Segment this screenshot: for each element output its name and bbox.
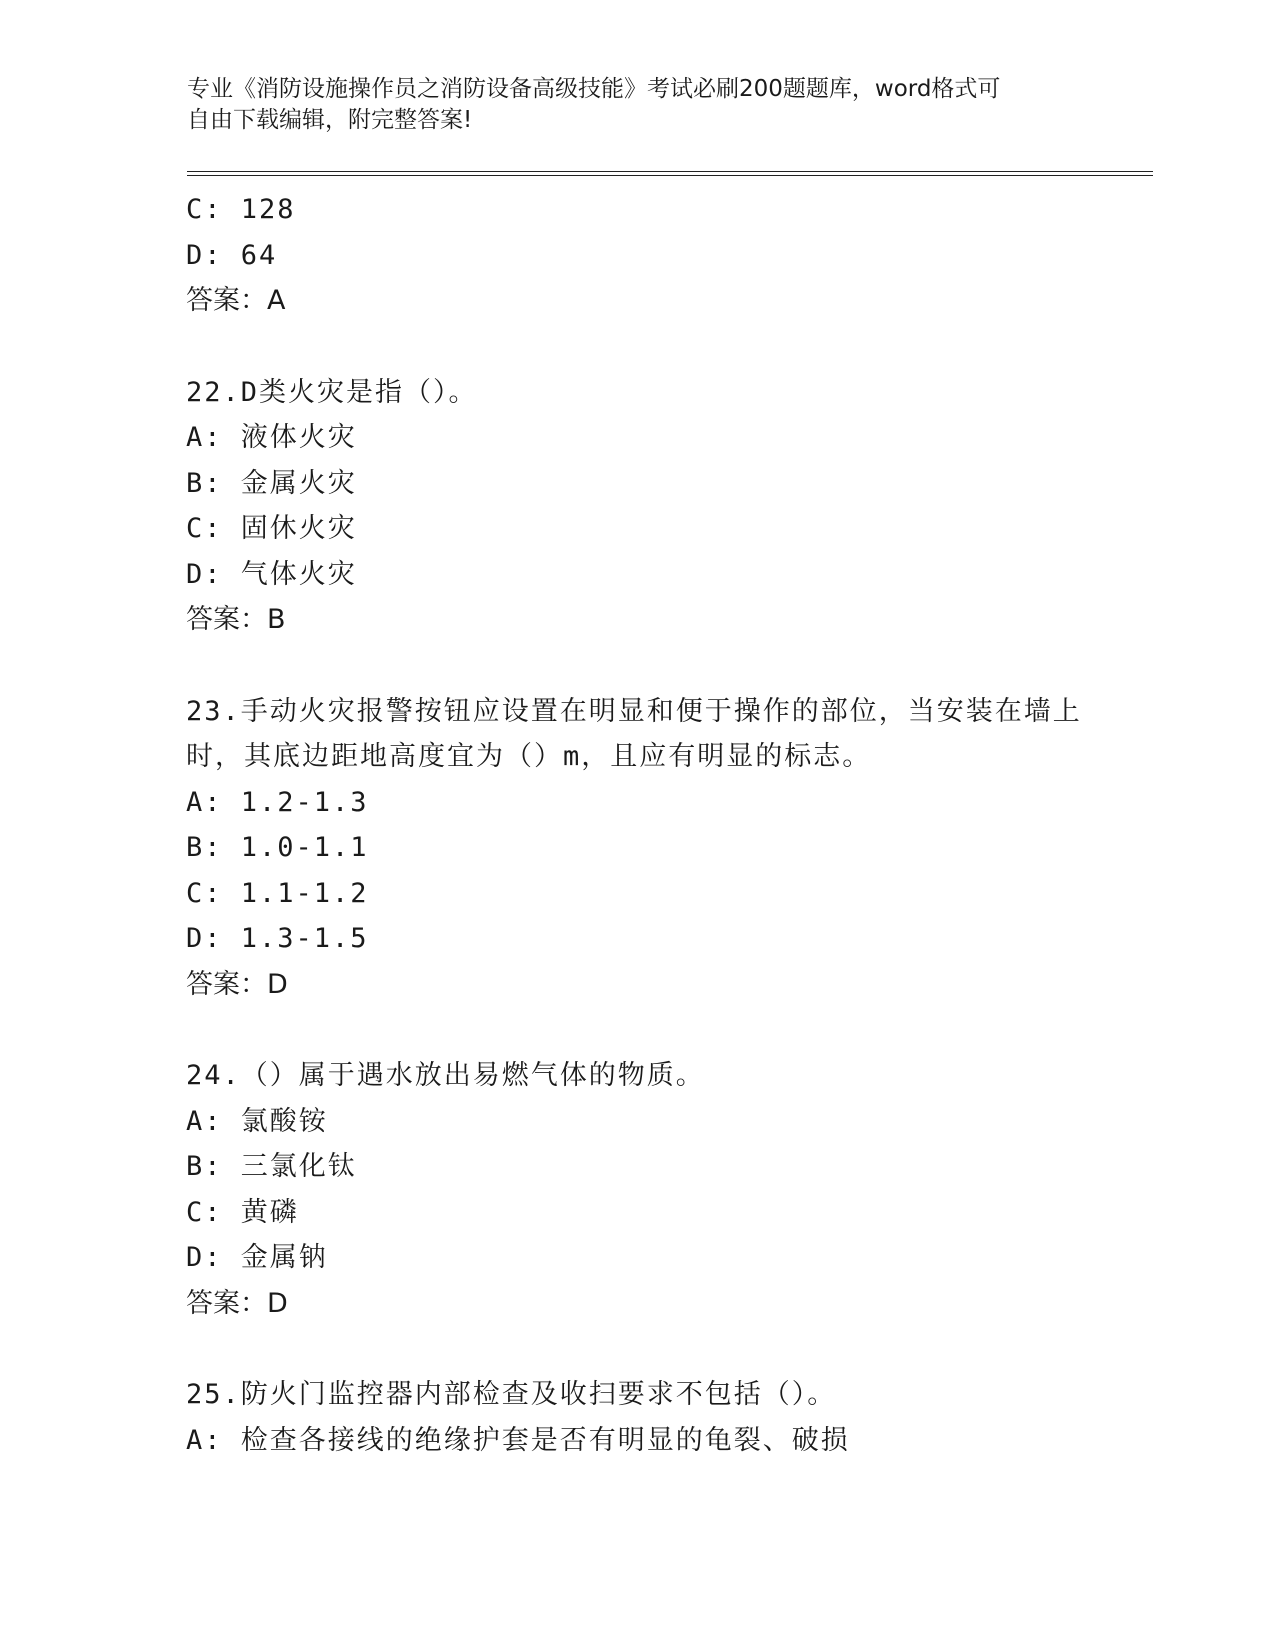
header-line-1: 专业《消防设施操作员之消防设备高级技能》考试必刷200题题库，word格式可 (187, 76, 1001, 102)
question-stem: 24.（）属于遇水放出易燃气体的物质。 (186, 1060, 705, 1091)
document-header (187, 74, 1067, 136)
question-option: A: 检查各接线的绝缘护套是否有明显的龟裂、破损 (186, 1424, 850, 1456)
question-block (186, 370, 1146, 689)
question-option: A: 1.2-1.3 (186, 786, 369, 818)
question-stem: 25.防火门监控器内部检查及收扫要求不包括（）。 (186, 1379, 837, 1410)
question-block (186, 689, 1146, 1054)
answer-line: 答案：B (186, 604, 286, 635)
header-line-2: 自由下载编辑，附完整答案! (187, 107, 473, 133)
option-d: D: 64 (186, 239, 278, 271)
question-option: D: 金属钠 (186, 1242, 328, 1273)
question-option: D: 气体火灾 (186, 558, 357, 590)
answer-line: 答案：A (186, 285, 286, 316)
question-stem: 22.D类火灾是指（）。 (186, 376, 478, 408)
document-body (186, 187, 1146, 1463)
question-option: C: 1.1-1.2 (186, 877, 369, 909)
answer-line: 答案：D (186, 968, 288, 1000)
question-option: A: 液体火灾 (186, 422, 357, 453)
question-option: B: 金属火灾 (186, 467, 357, 499)
question-option: B: 1.0-1.1 (186, 832, 369, 863)
answer-line: 答案：D (186, 1287, 288, 1319)
option-c: C: 128 (186, 194, 296, 225)
header-rule-top (187, 171, 1153, 172)
question-block (186, 1372, 1146, 1463)
question-stem: 时，其底边距地高度宜为（）m，且应有明显的标志。 (186, 741, 872, 772)
question-list (186, 370, 1146, 1464)
question-option: C: 固休火灾 (186, 513, 357, 544)
question-stem: 23.手动火灾报警按钮应设置在明显和便于操作的部位，当安装在墙上 (186, 695, 1082, 727)
question-block (186, 1053, 1146, 1372)
header-rule-bottom (187, 175, 1153, 176)
question-option: B: 三氯化钛 (186, 1151, 357, 1182)
question-option: D: 1.3-1.5 (186, 923, 369, 954)
question-option: A: 氯酸铵 (186, 1105, 328, 1137)
question-option: C: 黄磷 (186, 1196, 299, 1228)
